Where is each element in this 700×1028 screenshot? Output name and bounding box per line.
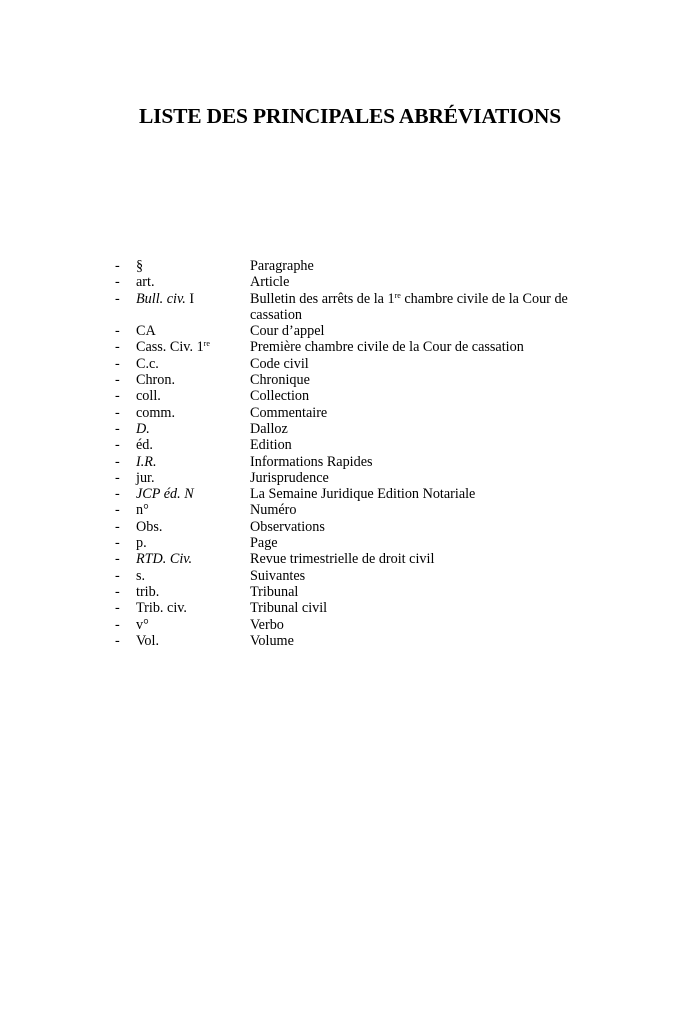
abbreviation: [136, 339, 210, 355]
definition: Page: [250, 535, 278, 552]
list-item: [0, 600, 700, 616]
abbreviation: D.: [136, 420, 150, 437]
definition: Commentaire: [250, 404, 328, 421]
abbreviation: Vol.: [136, 632, 159, 649]
abbreviation: Obs.: [136, 518, 163, 535]
page-title: LISTE DES PRINCIPALES ABRÉVIATIONS: [139, 104, 561, 128]
list-item: [0, 535, 700, 551]
abbreviation: RTD. Civ.: [136, 551, 193, 568]
abbreviation: comm.: [136, 404, 176, 421]
definition: Jurisprudence: [250, 469, 329, 486]
list-bullet: -: [115, 518, 120, 535]
list-item: [0, 323, 700, 339]
definition-part: Bulletin des arrêts de la 1: [250, 290, 395, 307]
definition: Code civil: [250, 355, 309, 372]
abbreviation-part: Cass. Civ. 1: [136, 339, 204, 356]
definition: Tribunal: [250, 583, 299, 600]
list-bullet: -: [115, 339, 120, 356]
abbreviation: v°: [136, 616, 149, 633]
list-bullet: -: [115, 323, 120, 340]
list-item: [0, 617, 700, 633]
list-bullet: -: [115, 290, 120, 307]
abbreviation: n°: [136, 502, 149, 519]
definition: Dalloz: [250, 420, 288, 437]
definition: Verbo: [250, 616, 284, 633]
list-bullet: -: [115, 388, 120, 405]
list-bullet: -: [115, 420, 120, 437]
list-item: [0, 584, 700, 600]
abbreviation: coll.: [136, 388, 161, 405]
list-bullet: -: [115, 258, 120, 274]
definition: Collection: [250, 388, 310, 405]
list-item: [0, 421, 700, 437]
abbreviation-list: [0, 258, 700, 649]
list-bullet: -: [115, 600, 120, 617]
abbreviation: Chron.: [136, 372, 176, 389]
list-item: [0, 437, 700, 453]
abbreviation: s.: [136, 567, 146, 584]
definition: Article: [250, 274, 290, 291]
abbreviation: I.R.: [136, 453, 157, 470]
definition-part: chambre civile de la Cour de cassation: [250, 290, 568, 323]
list-item: [0, 633, 700, 649]
definition: Paragraphe: [250, 258, 314, 274]
list-bullet: -: [115, 274, 120, 291]
definition: Observations: [250, 518, 325, 535]
list-bullet: -: [115, 583, 120, 600]
list-item: [0, 372, 700, 388]
list-bullet: -: [115, 486, 120, 503]
list-bullet: -: [115, 469, 120, 486]
definition: Edition: [250, 437, 292, 454]
list-item: [0, 405, 700, 421]
abbreviation: JCP éd. N: [136, 486, 194, 503]
abbreviation-superscript: re: [203, 339, 210, 349]
abbreviation: CA: [136, 323, 156, 340]
abbreviation: éd.: [136, 437, 153, 454]
list-item: [0, 454, 700, 470]
list-bullet: -: [115, 535, 120, 552]
list-item: [0, 486, 700, 502]
list-item: [0, 291, 700, 324]
definition-superscript: re: [394, 290, 401, 300]
definition: Tribunal civil: [250, 600, 328, 617]
definition: [250, 291, 580, 324]
definition: Revue trimestrielle de droit civil: [250, 551, 435, 568]
definition: Cour d’appel: [250, 323, 325, 340]
abbreviation: §: [136, 258, 144, 274]
list-item: [0, 388, 700, 404]
list-bullet: -: [115, 372, 120, 389]
abbreviation: [136, 291, 194, 307]
list-item: [0, 274, 700, 290]
list-item: [0, 551, 700, 567]
list-bullet: -: [115, 404, 120, 421]
list-bullet: -: [115, 355, 120, 372]
list-item: [0, 470, 700, 486]
abbreviation-italic: Bull. civ.: [136, 290, 186, 307]
definition: La Semaine Juridique Edition Notariale: [250, 486, 476, 503]
list-bullet: -: [115, 437, 120, 454]
definition: Première chambre civile de la Cour de cassation: [250, 339, 524, 356]
abbreviation-suffix: I: [185, 290, 195, 307]
list-item: [0, 339, 700, 355]
list-item: [0, 356, 700, 372]
list-item: [0, 568, 700, 584]
list-item: [0, 502, 700, 518]
definition: Chronique: [250, 372, 310, 389]
definition: Volume: [250, 632, 294, 649]
list-item: [0, 519, 700, 535]
list-bullet: -: [115, 632, 120, 649]
list-bullet: -: [115, 551, 120, 568]
list-item: [0, 258, 700, 274]
list-bullet: -: [115, 502, 120, 519]
abbreviation: C.c.: [136, 355, 159, 372]
definition: Suivantes: [250, 567, 306, 584]
abbreviation: trib.: [136, 583, 160, 600]
definition: Informations Rapides: [250, 453, 373, 470]
abbreviation: Trib. civ.: [136, 600, 187, 617]
abbreviation: p.: [136, 535, 147, 552]
abbreviation: jur.: [136, 469, 155, 486]
list-bullet: -: [115, 616, 120, 633]
list-bullet: -: [115, 453, 120, 470]
definition: Numéro: [250, 502, 297, 519]
abbreviation: art.: [136, 274, 155, 291]
list-bullet: -: [115, 567, 120, 584]
